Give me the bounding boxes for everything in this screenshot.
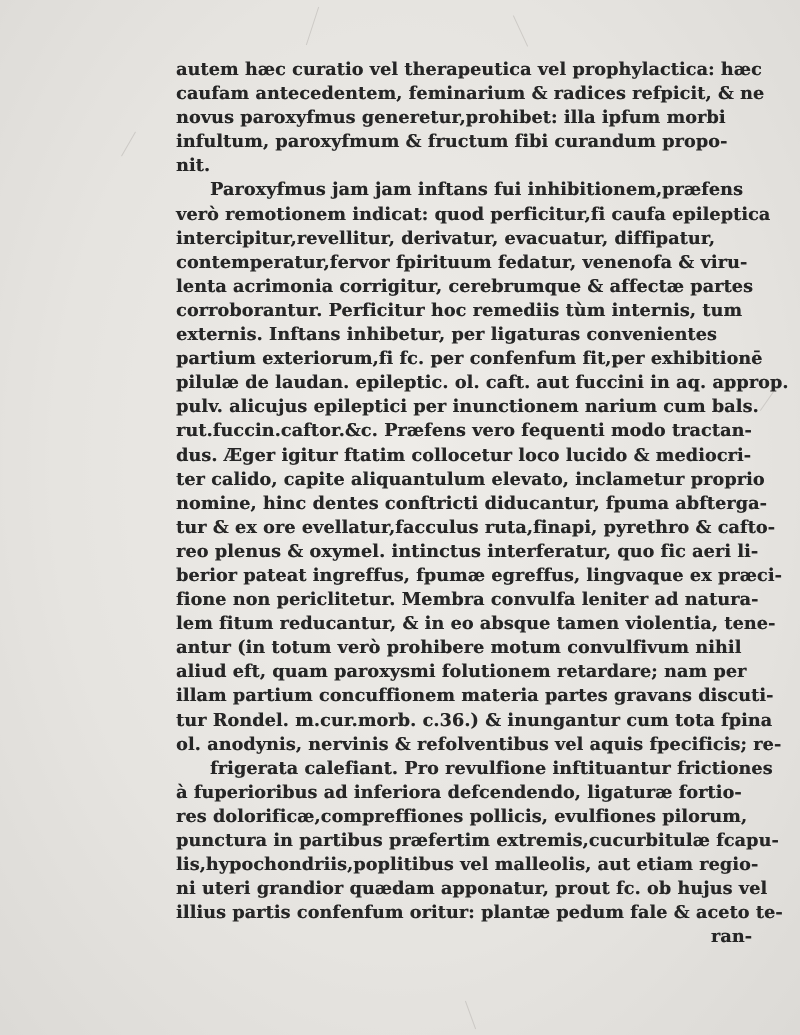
text-line: infultum, paroxyfmum & fructum fibi curandum propo- bbox=[176, 131, 728, 153]
text-line: tur & ex ore evellatur,facculus ruta,finapi, pyrethro & cafto- bbox=[176, 516, 776, 538]
text-line: autem hæc curatio vel therapeutica vel prophylactica: hæc bbox=[176, 59, 762, 80]
text-line: intercipitur,revellitur, derivatur, evacuatur, diffipatur, bbox=[176, 227, 716, 249]
text-line: verò remotionem indicat: quod perficitur,fi caufa epileptica bbox=[176, 203, 771, 225]
text-line: fione non periclitetur. Membra convulfa leniter ad natura- bbox=[176, 589, 759, 611]
text-line: illius partis confenfum oritur: plantæ pedum fale & aceto te- bbox=[176, 902, 783, 924]
text-line: pilulæ de laudan. epileptic. ol. caft. aut fuccini in aq. approp. bbox=[176, 372, 789, 394]
text-line: dus. Æger igitur ftatim collocetur loco lucido & mediocri- bbox=[176, 444, 752, 466]
text-line: punctura in partibus præfertim extremis,cucurbitulæ fcapu- bbox=[176, 830, 779, 851]
text-line: contemperatur,fervor fpirituum fedatur, venenofa & viru- bbox=[176, 251, 748, 273]
text-line: externis. Inftans inhibetur, per ligaturas convenientes bbox=[176, 324, 717, 346]
text-line: rut.fuccin.caftor.&c. Præfens vero fequenti modo tractan- bbox=[176, 420, 752, 442]
text-line: pulv. alicujus epileptici per inunctionem narium cum bals. bbox=[176, 396, 759, 418]
catchword: ran- bbox=[710, 926, 752, 948]
paper-scratch bbox=[513, 15, 528, 46]
text-line: caufam antecedentem, feminarium & radices refpicit, & ne bbox=[176, 83, 765, 105]
text-line: lenta acrimonia corrigitur, cerebrumque & affectæ partes bbox=[176, 275, 753, 297]
text-line: tur Rondel. m.cur.morb. c.36.) & inungantur cum tota fpina bbox=[176, 709, 773, 731]
text-line: ni uteri grandior quædam apponatur, prout fc. ob hujus vel bbox=[176, 878, 768, 900]
text-line: Paroxyfmus jam jam inftans fui inhibitionem,præfens bbox=[210, 179, 743, 201]
text-line: antur (in totum verò prohibere motum convulfivum nihil bbox=[176, 637, 742, 659]
text-line: corroborantur. Perficitur hoc remediis tùm internis, tum bbox=[176, 299, 743, 321]
text-line: novus paroxyfmus generetur,prohibet: illa ipfum morbi bbox=[176, 107, 726, 129]
text-line: lem fitum reducantur, & in eo absque tamen violentia, tene- bbox=[176, 613, 776, 635]
text-line: reo plenus & oxymel. intinctus interferatur, quo fic aeri li- bbox=[176, 540, 759, 562]
text-line: lis,hypochondriis,poplitibus vel malleolis, aut etiam regio- bbox=[176, 854, 759, 876]
text-line: aliud eft, quam paroxysmi folutionem retardare; nam per bbox=[176, 661, 747, 683]
paper-scratch bbox=[306, 7, 319, 45]
text-line: illam partium concuffionem materia partes gravans discuti- bbox=[176, 685, 774, 707]
text-line: ter calido, capite aliquantulum elevato, inclametur proprio bbox=[176, 468, 765, 490]
text-line: partium exteriorum,fi fc. per confenfum fit,per exhibitionē bbox=[176, 348, 763, 370]
text-line: berior pateat ingreffus, fpumæ egreffus, lingvaque ex præci- bbox=[176, 564, 782, 586]
text-line: à fuperioribus ad inferiora defcendendo, ligaturæ fortio- bbox=[176, 781, 742, 803]
text-line: ol. anodynis, nervinis & refolventibus vel aquis fpecificis; re- bbox=[176, 733, 782, 755]
body-text bbox=[176, 58, 789, 949]
text-line: res dolorificæ,compreffiones pollicis, evulfiones pilorum, bbox=[176, 805, 748, 827]
paper-scratch bbox=[465, 1001, 476, 1030]
text-line: nit. bbox=[176, 155, 211, 177]
text-line: frigerata calefiant. Pro revulfione inftituantur frictiones bbox=[210, 757, 773, 779]
text-line: nomine, hinc dentes conftricti diducantur, fpuma abfterga- bbox=[176, 492, 767, 514]
paper-scratch bbox=[121, 132, 136, 157]
